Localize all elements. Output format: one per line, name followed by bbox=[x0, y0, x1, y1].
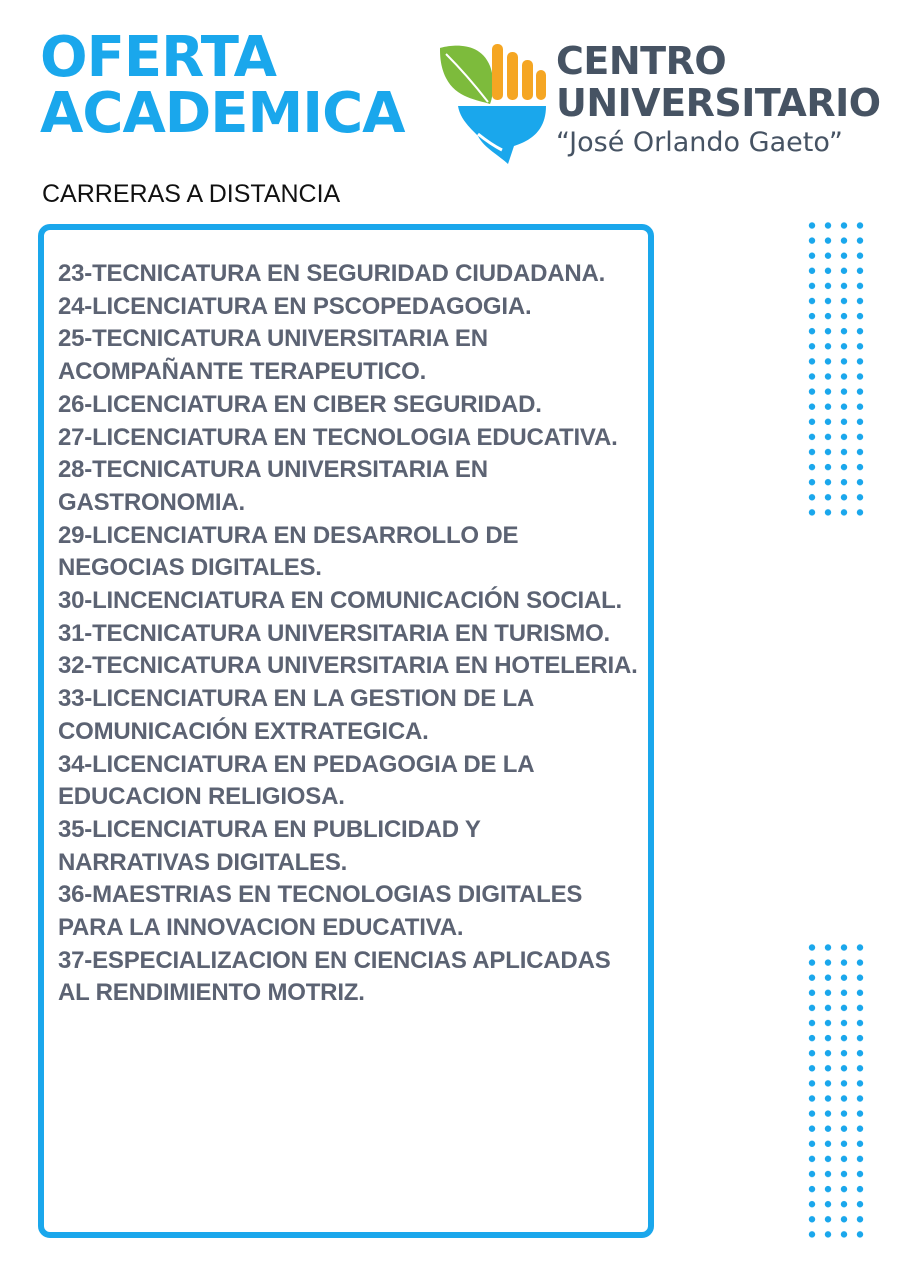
career-item: 36-MAESTRIAS EN TECNOLOGIAS DIGITALES PARA LA INNOVACION EDUCATIVA. bbox=[58, 881, 583, 942]
section-subtitle: CARRERAS A DISTANCIA bbox=[42, 180, 341, 208]
decorative-dot-grid-bottom bbox=[804, 940, 868, 1244]
career-item: 23-TECNICATURA EN SEGURIDAD CIUDADANA. bbox=[58, 260, 606, 287]
career-item: 29-LICENCIATURA EN DESARROLLO DE NEGOCIAS DIGITALES. bbox=[58, 521, 519, 582]
career-list bbox=[58, 258, 638, 1010]
hand-leaf-logo-icon bbox=[438, 38, 550, 168]
career-item: 26-LICENCIATURA EN CIBER SEGURIDAD. bbox=[58, 390, 542, 418]
career-item: 35-LICENCIATURA EN PUBLICIDAD Y NARRATIVAS DIGITALES. bbox=[58, 815, 481, 876]
page-title bbox=[40, 25, 405, 146]
logo-line-2: UNIVERSITARIO bbox=[556, 81, 881, 125]
logo-line-3: “José Orlando Gaeto” bbox=[556, 127, 843, 158]
title-line-1: OFERTA bbox=[40, 25, 276, 90]
logo-wordmark bbox=[556, 40, 881, 160]
career-item: 30-LINCENCIATURA EN COMUNICACIÓN SOCIAL. bbox=[58, 587, 623, 615]
career-item: 33-LICENCIATURA EN LA GESTION DE LA COMUNICACIÓN EXTRATEGICA. bbox=[58, 685, 534, 745]
logo-line-1: CENTRO bbox=[556, 39, 727, 83]
career-item: 31-TECNICATURA UNIVERSITARIA EN TURISMO. bbox=[58, 619, 611, 647]
title-line-2: ACADEMICA bbox=[40, 81, 405, 146]
career-item: 24-LICENCIATURA EN PSCOPEDAGOGIA. bbox=[58, 292, 532, 320]
career-item: 27-LICENCIATURA EN TECNOLOGIA EDUCATIVA. bbox=[58, 423, 618, 451]
career-item: 32-TECNICATURA UNIVERSITARIA EN HOTELERIA. bbox=[58, 652, 638, 680]
career-item: 25-TECNICATURA UNIVERSITARIA EN ACOMPAÑANTE TERAPEUTICO. bbox=[58, 325, 488, 386]
career-item: 28-TECNICATURA UNIVERSITARIA EN GASTRONOMIA. bbox=[58, 456, 488, 516]
career-item: 34-LICENCIATURA EN PEDAGOGIA DE LA EDUCACION RELIGIOSA. bbox=[58, 750, 534, 811]
decorative-dot-grid-top bbox=[804, 218, 868, 522]
career-item: 37-ESPECIALIZACION EN CIENCIAS APLICADAS AL RENDIMIENTO MOTRIZ. bbox=[58, 946, 611, 1007]
